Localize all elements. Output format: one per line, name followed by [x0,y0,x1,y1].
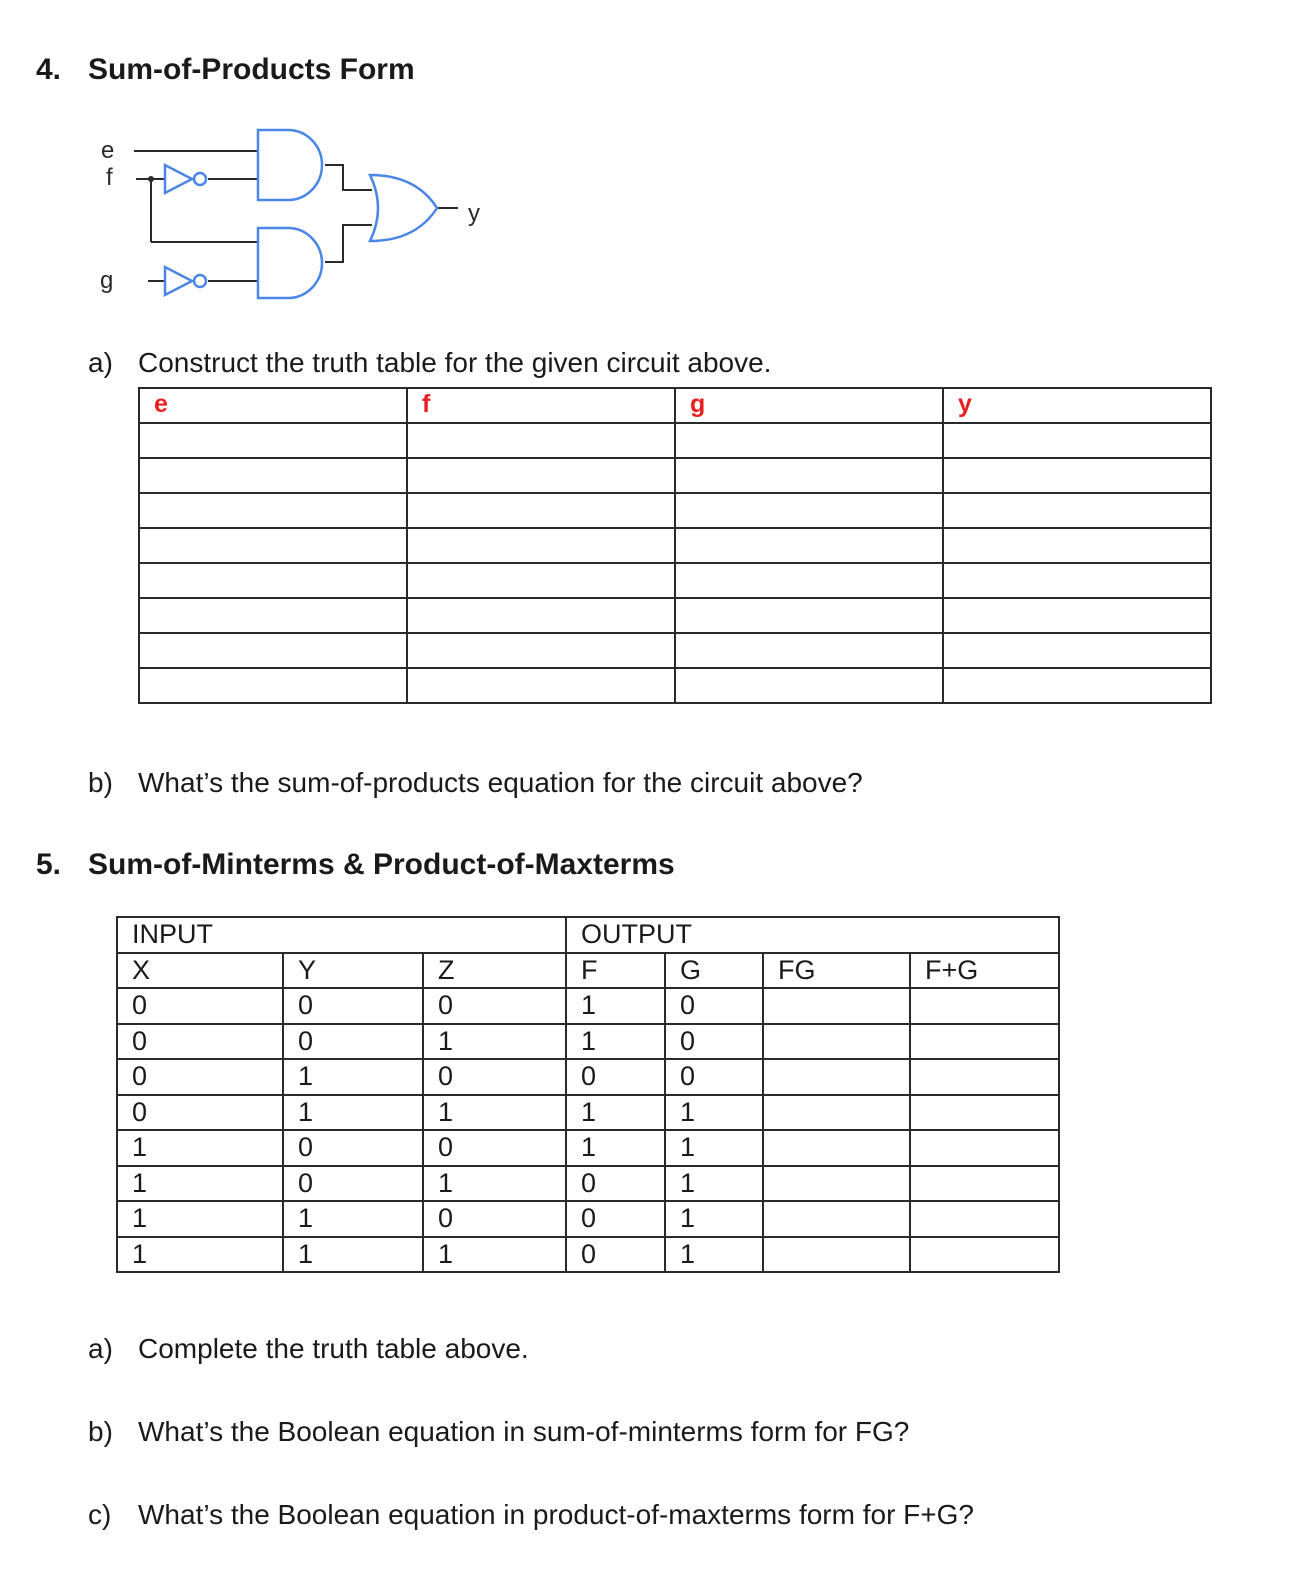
question-4b [88,767,863,799]
cell-f-plus-g[interactable] [910,1237,1059,1273]
cell-x: 0 [117,988,283,1024]
table-row [139,458,1211,493]
cell-fg[interactable] [763,1024,910,1060]
cell-x: 1 [117,1130,283,1166]
output-label-y: y [468,200,480,227]
cell-e[interactable] [139,528,407,563]
col-header-x: X [117,953,283,989]
group-input: INPUT [117,917,566,953]
section-4-number: 4. [36,53,62,86]
cell-f-plus-g[interactable] [910,1166,1059,1202]
cell-g: 1 [665,1201,763,1237]
cell-y: 0 [283,988,423,1024]
table-row [117,1024,1059,1060]
cell-g: 0 [665,1024,763,1060]
table-row [117,1201,1059,1237]
truth-table-efgy [138,387,1212,704]
question-4a-label: a) [88,347,113,378]
header-e: e [139,388,407,423]
cell-g[interactable] [675,668,943,703]
table-row [117,988,1059,1024]
cell-y: 0 [283,1024,423,1060]
cell-e[interactable] [139,633,407,668]
col-header-fg: FG [763,953,910,989]
cell-z: 1 [423,1237,566,1273]
cell-x: 0 [117,1024,283,1060]
cell-e[interactable] [139,458,407,493]
table-row [139,563,1211,598]
question-4b-text: What’s the sum-of-products equation for the circuit above? [138,767,863,798]
cell-g[interactable] [675,598,943,633]
cell-y: 1 [283,1237,423,1273]
cell-g: 1 [665,1095,763,1131]
cell-g: 1 [665,1166,763,1202]
cell-e[interactable] [139,668,407,703]
cell-f[interactable] [407,598,675,633]
question-5a-text: Complete the truth table above. [138,1333,529,1364]
cell-e[interactable] [139,493,407,528]
cell-f: 1 [566,1024,665,1060]
cell-fg[interactable] [763,1201,910,1237]
cell-f[interactable] [407,493,675,528]
wire-and2-to-or [325,225,372,262]
cell-f: 0 [566,1059,665,1095]
cell-f[interactable] [407,423,675,458]
and-gate-1 [258,130,322,200]
cell-g[interactable] [675,528,943,563]
cell-g[interactable] [675,458,943,493]
cell-g[interactable] [675,563,943,598]
col-header-f: F [566,953,665,989]
cell-x: 1 [117,1201,283,1237]
cell-y[interactable] [943,423,1211,458]
cell-y: 1 [283,1059,423,1095]
section-5-title: Sum-of-Minterms & Product-of-Maxterms [88,848,675,881]
cell-f[interactable] [407,633,675,668]
table-row [139,493,1211,528]
cell-f: 1 [566,988,665,1024]
cell-f[interactable] [407,668,675,703]
header-g: g [675,388,943,423]
question-4a [88,347,771,379]
cell-g: 1 [665,1237,763,1273]
cell-x: 1 [117,1237,283,1273]
cell-f-plus-g[interactable] [910,1201,1059,1237]
cell-f: 0 [566,1237,665,1273]
cell-z: 0 [423,988,566,1024]
cell-g[interactable] [675,633,943,668]
question-5c-text: What’s the Boolean equation in product-of-maxterms form for F+G? [138,1499,974,1530]
cell-f-plus-g[interactable] [910,988,1059,1024]
group-header-row [117,917,1059,953]
col-header-g: G [665,953,763,989]
table-row [139,528,1211,563]
header-f: f [407,388,675,423]
table-row [117,1130,1059,1166]
cell-z: 0 [423,1201,566,1237]
cell-fg[interactable] [763,988,910,1024]
cell-y: 1 [283,1201,423,1237]
cell-z: 1 [423,1166,566,1202]
cell-e[interactable] [139,563,407,598]
cell-f: 1 [566,1130,665,1166]
cell-y[interactable] [943,563,1211,598]
cell-y: 1 [283,1095,423,1131]
cell-f[interactable] [407,458,675,493]
group-output: OUTPUT [566,917,1059,953]
cell-g: 0 [665,988,763,1024]
cell-f-plus-g[interactable] [910,1130,1059,1166]
table-row [117,1166,1059,1202]
cell-x: 1 [117,1166,283,1202]
column-header-row [117,953,1059,989]
table-row [139,598,1211,633]
cell-f: 1 [566,1095,665,1131]
and-gate-2 [258,228,322,298]
section-4-title: Sum-of-Products Form [88,53,415,86]
cell-g[interactable] [675,423,943,458]
cell-f-plus-g[interactable] [910,1059,1059,1095]
table-row [139,633,1211,668]
cell-y[interactable] [943,493,1211,528]
cell-y: 0 [283,1130,423,1166]
cell-e[interactable] [139,423,407,458]
truth-table-xyz [116,916,1060,1273]
cell-e[interactable] [139,598,407,633]
cell-y[interactable] [943,668,1211,703]
junction-dot [148,176,154,182]
cell-z: 0 [423,1130,566,1166]
not-gate-g-bubble [194,275,206,287]
input-label-g: g [100,267,114,294]
col-header-z: Z [423,953,566,989]
question-4b-label: b) [88,767,113,798]
question-5a [88,1333,529,1365]
cell-y[interactable] [943,458,1211,493]
cell-y[interactable] [943,528,1211,563]
wire-and1-to-or [325,165,372,190]
cell-x: 0 [117,1059,283,1095]
cell-fg[interactable] [763,1130,910,1166]
truth-table-header-row [139,388,1211,423]
question-5b-text: What’s the Boolean equation in sum-of-minterms form for FG? [138,1416,910,1447]
cell-z: 1 [423,1095,566,1131]
cell-z: 1 [423,1024,566,1060]
cell-fg[interactable] [763,1166,910,1202]
section-5-heading [36,848,675,882]
cell-z: 0 [423,1059,566,1095]
cell-f: 0 [566,1201,665,1237]
not-gate-f [165,165,192,193]
question-5a-label: a) [88,1333,113,1364]
table-row [139,668,1211,703]
section-5-number: 5. [36,848,62,881]
question-4a-text: Construct the truth table for the given circuit above. [138,347,772,378]
col-header-f-plus-g: F+G [910,953,1059,989]
cell-fg[interactable] [763,1237,910,1273]
cell-f-plus-g[interactable] [910,1024,1059,1060]
or-gate [370,175,437,241]
not-gate-g [165,267,192,295]
question-5c-label: c) [88,1499,112,1530]
not-gate-f-bubble [194,173,206,185]
input-label-e: e [101,137,115,164]
cell-f[interactable] [407,563,675,598]
cell-g: 1 [665,1130,763,1166]
cell-y[interactable] [943,633,1211,668]
cell-f: 0 [566,1166,665,1202]
cell-g: 0 [665,1059,763,1095]
cell-x: 0 [117,1095,283,1131]
input-label-f: f [106,164,113,191]
header-y: y [943,388,1211,423]
table-row [117,1059,1059,1095]
question-5c [88,1499,974,1531]
cell-y: 0 [283,1166,423,1202]
cell-y[interactable] [943,598,1211,633]
question-5b [88,1416,909,1448]
cell-fg[interactable] [763,1095,910,1131]
cell-g[interactable] [675,493,943,528]
col-header-y: Y [283,953,423,989]
cell-fg[interactable] [763,1059,910,1095]
logic-circuit-diagram [0,0,520,310]
table-row [117,1237,1059,1273]
table-row [117,1095,1059,1131]
table-row [139,423,1211,458]
cell-f[interactable] [407,528,675,563]
cell-f-plus-g[interactable] [910,1095,1059,1131]
question-5b-label: b) [88,1416,113,1447]
